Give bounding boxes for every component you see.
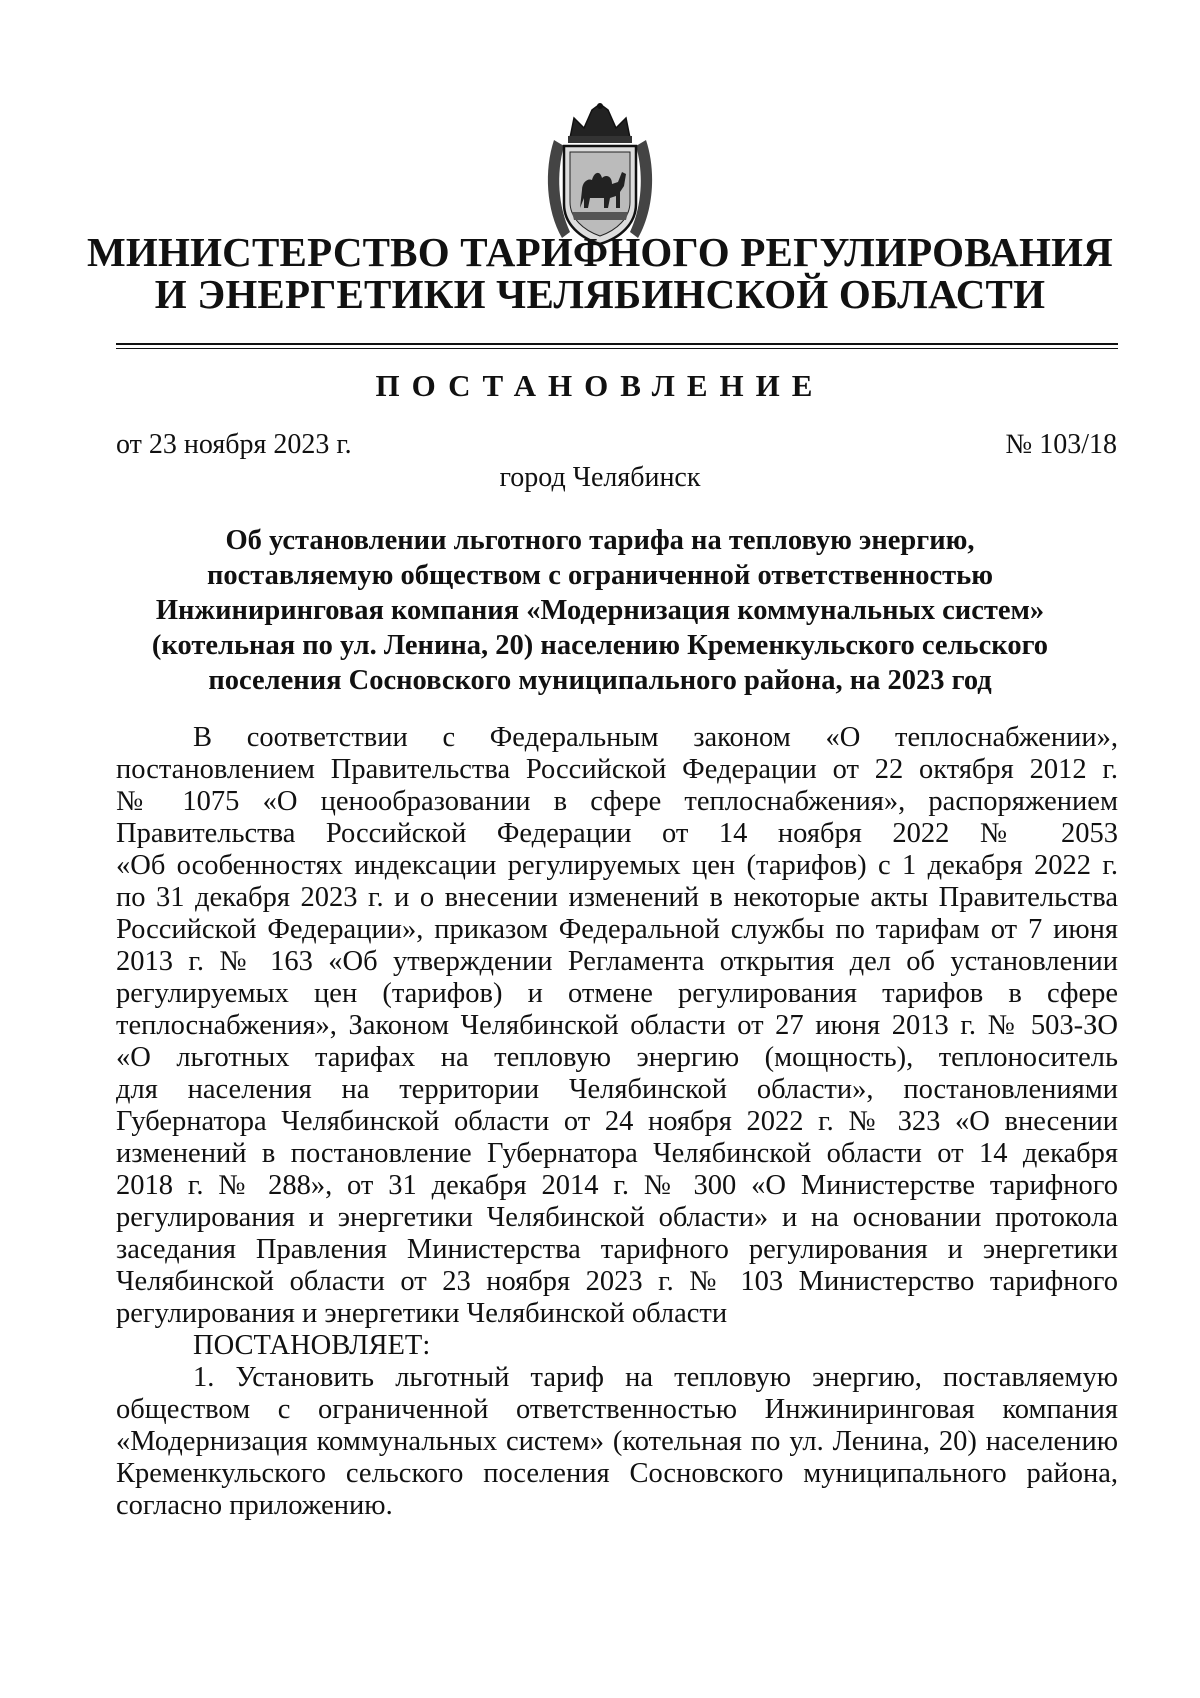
- text-line: В соответствии с Федеральным законом «О теплоснабжении»,: [193, 722, 1118, 753]
- document-date: от 23 ноября 2023 г.: [116, 429, 352, 460]
- text-line: регулирования и энергетики Челябинской области: [116, 1298, 728, 1329]
- text-line: изменений в постановление Губернатора Челябинской области от 14 декабря: [116, 1138, 1118, 1169]
- title-line: (котельная по ул. Ленина, 20) населению Кременкульского сельского: [151, 630, 1049, 661]
- document-type: ПОСТАНОВЛЕНИЕ: [375, 368, 825, 403]
- text-line: теплоснабжения», Законом Челябинской области от 27 июня 2013 г. № 503-ЗО: [116, 1010, 1118, 1041]
- ministry-name-line-1: МИНИСТЕРСТВО ТАРИФНОГО РЕГУЛИРОВАНИЯ: [87, 229, 1113, 275]
- title-line: Об установлении льготного тарифа на тепловую энергию,: [225, 525, 975, 556]
- text-line: постановлением Правительства Российской Федерации от 22 октября 2012 г.: [116, 754, 1118, 785]
- text-line: Кременкульского сельского поселения Сосновского муниципального района,: [116, 1458, 1118, 1489]
- document-city: город Челябинск: [499, 462, 701, 493]
- text-line: 1. Установить льготный тариф на тепловую энергию, поставляемую: [193, 1362, 1118, 1393]
- text-line: 2018 г. № 288», от 31 декабря 2014 г. № 300 «О Министерстве тарифного: [116, 1170, 1118, 1201]
- title-line: Инжиниринговая компания «Модернизация коммунальных систем»: [155, 595, 1045, 626]
- text-line: «О льготных тарифах на тепловую энергию (мощность), теплоноситель: [116, 1042, 1118, 1073]
- text-line: «Об особенностях индексации регулируемых цен (тарифов) с 1 декабря 2022 г.: [116, 850, 1118, 881]
- text-line: Правительства Российской Федерации от 14 ноября 2022 № 2053: [116, 818, 1118, 849]
- title-line: поставляемую обществом с ограниченной ответственностью: [206, 560, 994, 591]
- header-divider-thick: [116, 343, 1118, 345]
- text-line: Губернатора Челябинской области от 24 ноября 2022 г. № 323 «О внесении: [116, 1106, 1118, 1137]
- header-divider-thin: [116, 348, 1118, 349]
- resolves-heading: ПОСТАНОВЛЯЕТ:: [193, 1330, 431, 1361]
- text-line: регулируемых цен (тарифов) и отмене регулирования тарифов в сфере: [116, 978, 1118, 1009]
- text-line: по 31 декабря 2023 г. и о внесении изменений в некоторые акты Правительства: [116, 882, 1118, 913]
- document-number: № 103/18: [1005, 429, 1117, 460]
- text-line: обществом с ограниченной ответственностью Инжиниринговая компания: [116, 1394, 1118, 1425]
- text-line: регулирования и энергетики Челябинской области» и на основании протокола: [116, 1202, 1118, 1233]
- ministry-name-line-2: И ЭНЕРГЕТИКИ ЧЕЛЯБИНСКОЙ ОБЛАСТИ: [154, 271, 1046, 317]
- text-line: 2013 г. № 163 «Об утверждении Регламента открытия дел об установлении: [116, 946, 1118, 977]
- text-line: заседания Правления Министерства тарифного регулирования и энергетики: [116, 1234, 1118, 1265]
- text-line: согласно приложению.: [116, 1490, 393, 1521]
- text-line: «Модернизация коммунальных систем» (котельная по ул. Ленина, 20) населению: [116, 1426, 1118, 1457]
- text-line: Российской Федерации», приказом Федеральной службы по тарифам от 7 июня: [116, 914, 1118, 945]
- title-line: поселения Сосновского муниципального района, на 2023 год: [208, 665, 992, 696]
- text-line: для населения на территории Челябинской области», постановлениями: [116, 1074, 1118, 1105]
- text-line: № 1075 «О ценообразовании в сфере теплоснабжения», распоряжением: [116, 786, 1118, 817]
- text-line: Челябинской области от 23 ноября 2023 г. № 103 Министерство тарифного: [116, 1266, 1118, 1297]
